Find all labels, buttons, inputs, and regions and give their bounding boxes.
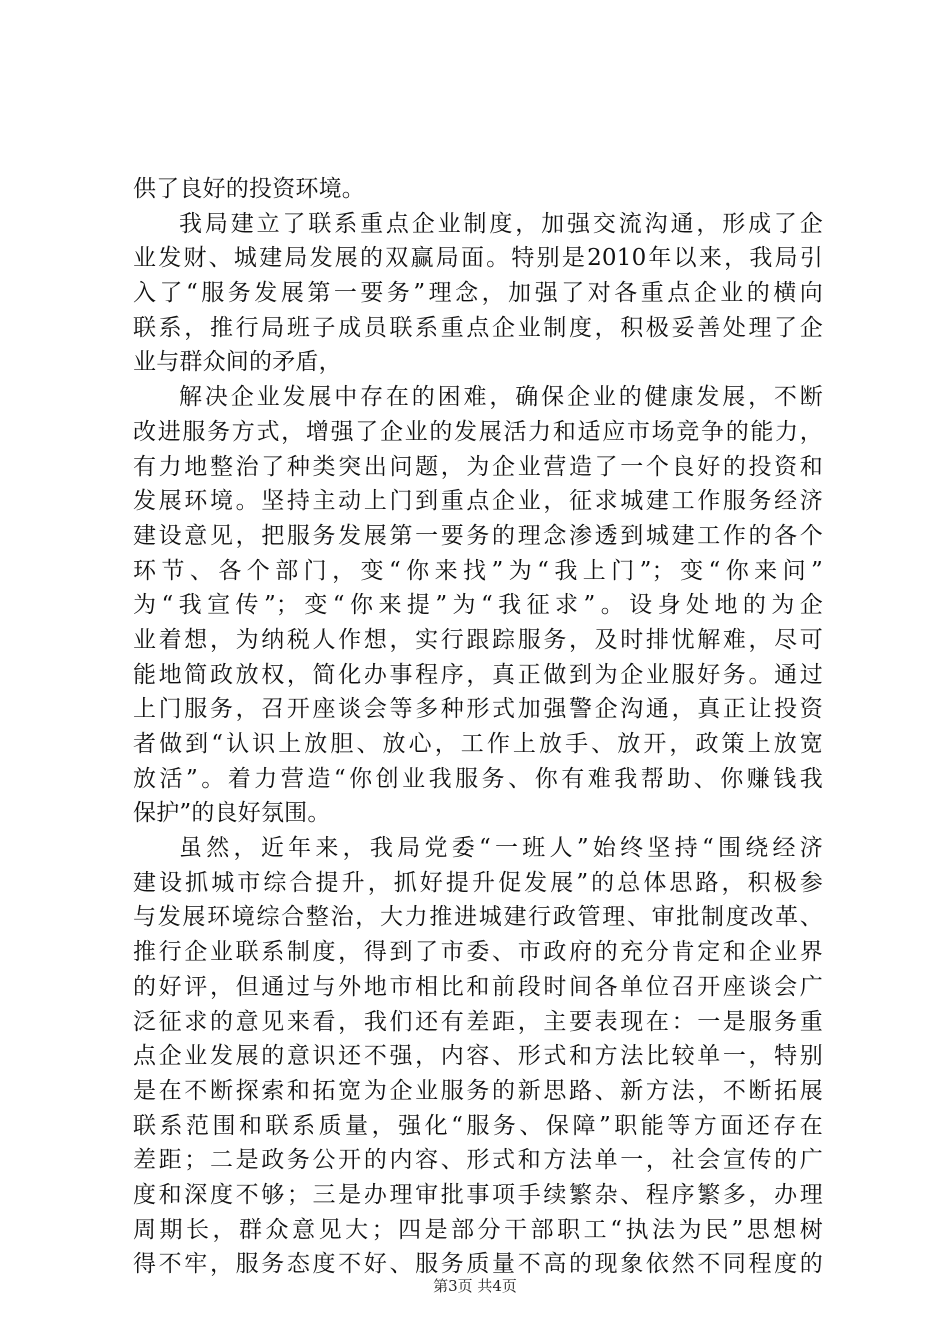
text-line: 联系范围和联系质量，强化“服务、保障”职能等方面还存在: [133, 1112, 823, 1139]
text-line: 是在不断探索和拓宽为企业服务的新思路、新方法，不断拓展: [133, 1077, 823, 1104]
text-line: 与发展环境综合整治，大力推进城建行政管理、审批制度改革、: [133, 904, 823, 931]
text-line: 为“我宣传”；变“你来提”为“我征求”。设身处地的为企: [133, 592, 823, 619]
text-line: 联系，推行局班子成员联系重点企业制度，积极妥善处理了企: [133, 314, 823, 341]
page-number-footer: 第3页 共4页: [433, 1277, 517, 1295]
text-line: 业着想，为纳税人作想，实行跟踪服务，及时排忧解难，尽可: [133, 626, 823, 653]
text-line: 有力地整治了种类突出问题，为企业营造了一个良好的投资和: [133, 453, 823, 480]
text-line: 建设意见，把服务发展第一要务的理念渗透到城建工作的各个: [133, 522, 823, 549]
body-text: [133, 172, 823, 1282]
text-line: 泛征求的意见来看，我们还有差距，主要表现在：一是服务重: [133, 1008, 823, 1035]
text-line: 改进服务方式，增强了企业的发展活力和适应市场竞争的能力，: [133, 418, 823, 445]
text-line: 点企业发展的意识还不强，内容、形式和方法比较单一，特别: [133, 1043, 823, 1070]
text-line: 者做到“认识上放胆、放心，工作上放手、放开，政策上放宽: [133, 731, 823, 757]
paragraph-start-line: 我局建立了联系重点企业制度，加强交流沟通，形成了企: [179, 210, 823, 237]
text-line: 能地简政放权，简化办事程序，真正做到为企业服好务。通过: [133, 661, 823, 688]
text-line: 建设抓城市综合提升，抓好提升促发展”的总体思路，积极参: [133, 869, 823, 896]
text-line: 周期长，群众意见大；四是部分干部职工“执法为民”思想树: [133, 1216, 823, 1243]
text-line: 供了良好的投资环境。: [133, 176, 365, 202]
text-line: 度和深度不够；三是办理审批事项手续繁杂、程序繁多，办理: [133, 1181, 823, 1208]
text-line: 差距；二是政务公开的内容、形式和方法单一，社会宣传的广: [133, 1147, 823, 1174]
text-line: 业与群众间的矛盾，: [133, 349, 342, 376]
paragraph-start-line: 解决企业发展中存在的困难，确保企业的健康发展，不断: [179, 384, 823, 411]
text-line: 推行企业联系制度，得到了市委、市政府的充分肯定和企业界: [133, 939, 823, 966]
text-line: 发展环境。坚持主动上门到重点企业，征求城建工作服务经济: [133, 488, 823, 515]
text-line: 业发财、城建局发展的双赢局面。特别是2010年以来，我局引: [133, 245, 823, 272]
text-line: 的好评，但通过与外地市相比和前段时间各单位召开座谈会广: [133, 973, 823, 1000]
paragraph-start-line: 虽然，近年来，我局党委“一班人”始终坚持“围绕经济: [179, 835, 823, 862]
text-line: 环节、各个部门，变“你来找”为“我上门”；变“你来问”: [133, 557, 823, 584]
text-line: 放活”。着力营造“你创业我服务、你有难我帮助、你赚钱我: [133, 765, 823, 792]
text-line: 入了“服务发展第一要务”理念，加强了对各重点企业的横向: [133, 280, 823, 307]
text-line: 上门服务，召开座谈会等多种形式加强警企沟通，真正让投资: [133, 696, 823, 723]
text-line: 保护”的良好氛围。: [133, 800, 331, 827]
text-line: 得不牢，服务态度不好、服务质量不高的现象依然不同程度的: [133, 1251, 823, 1278]
